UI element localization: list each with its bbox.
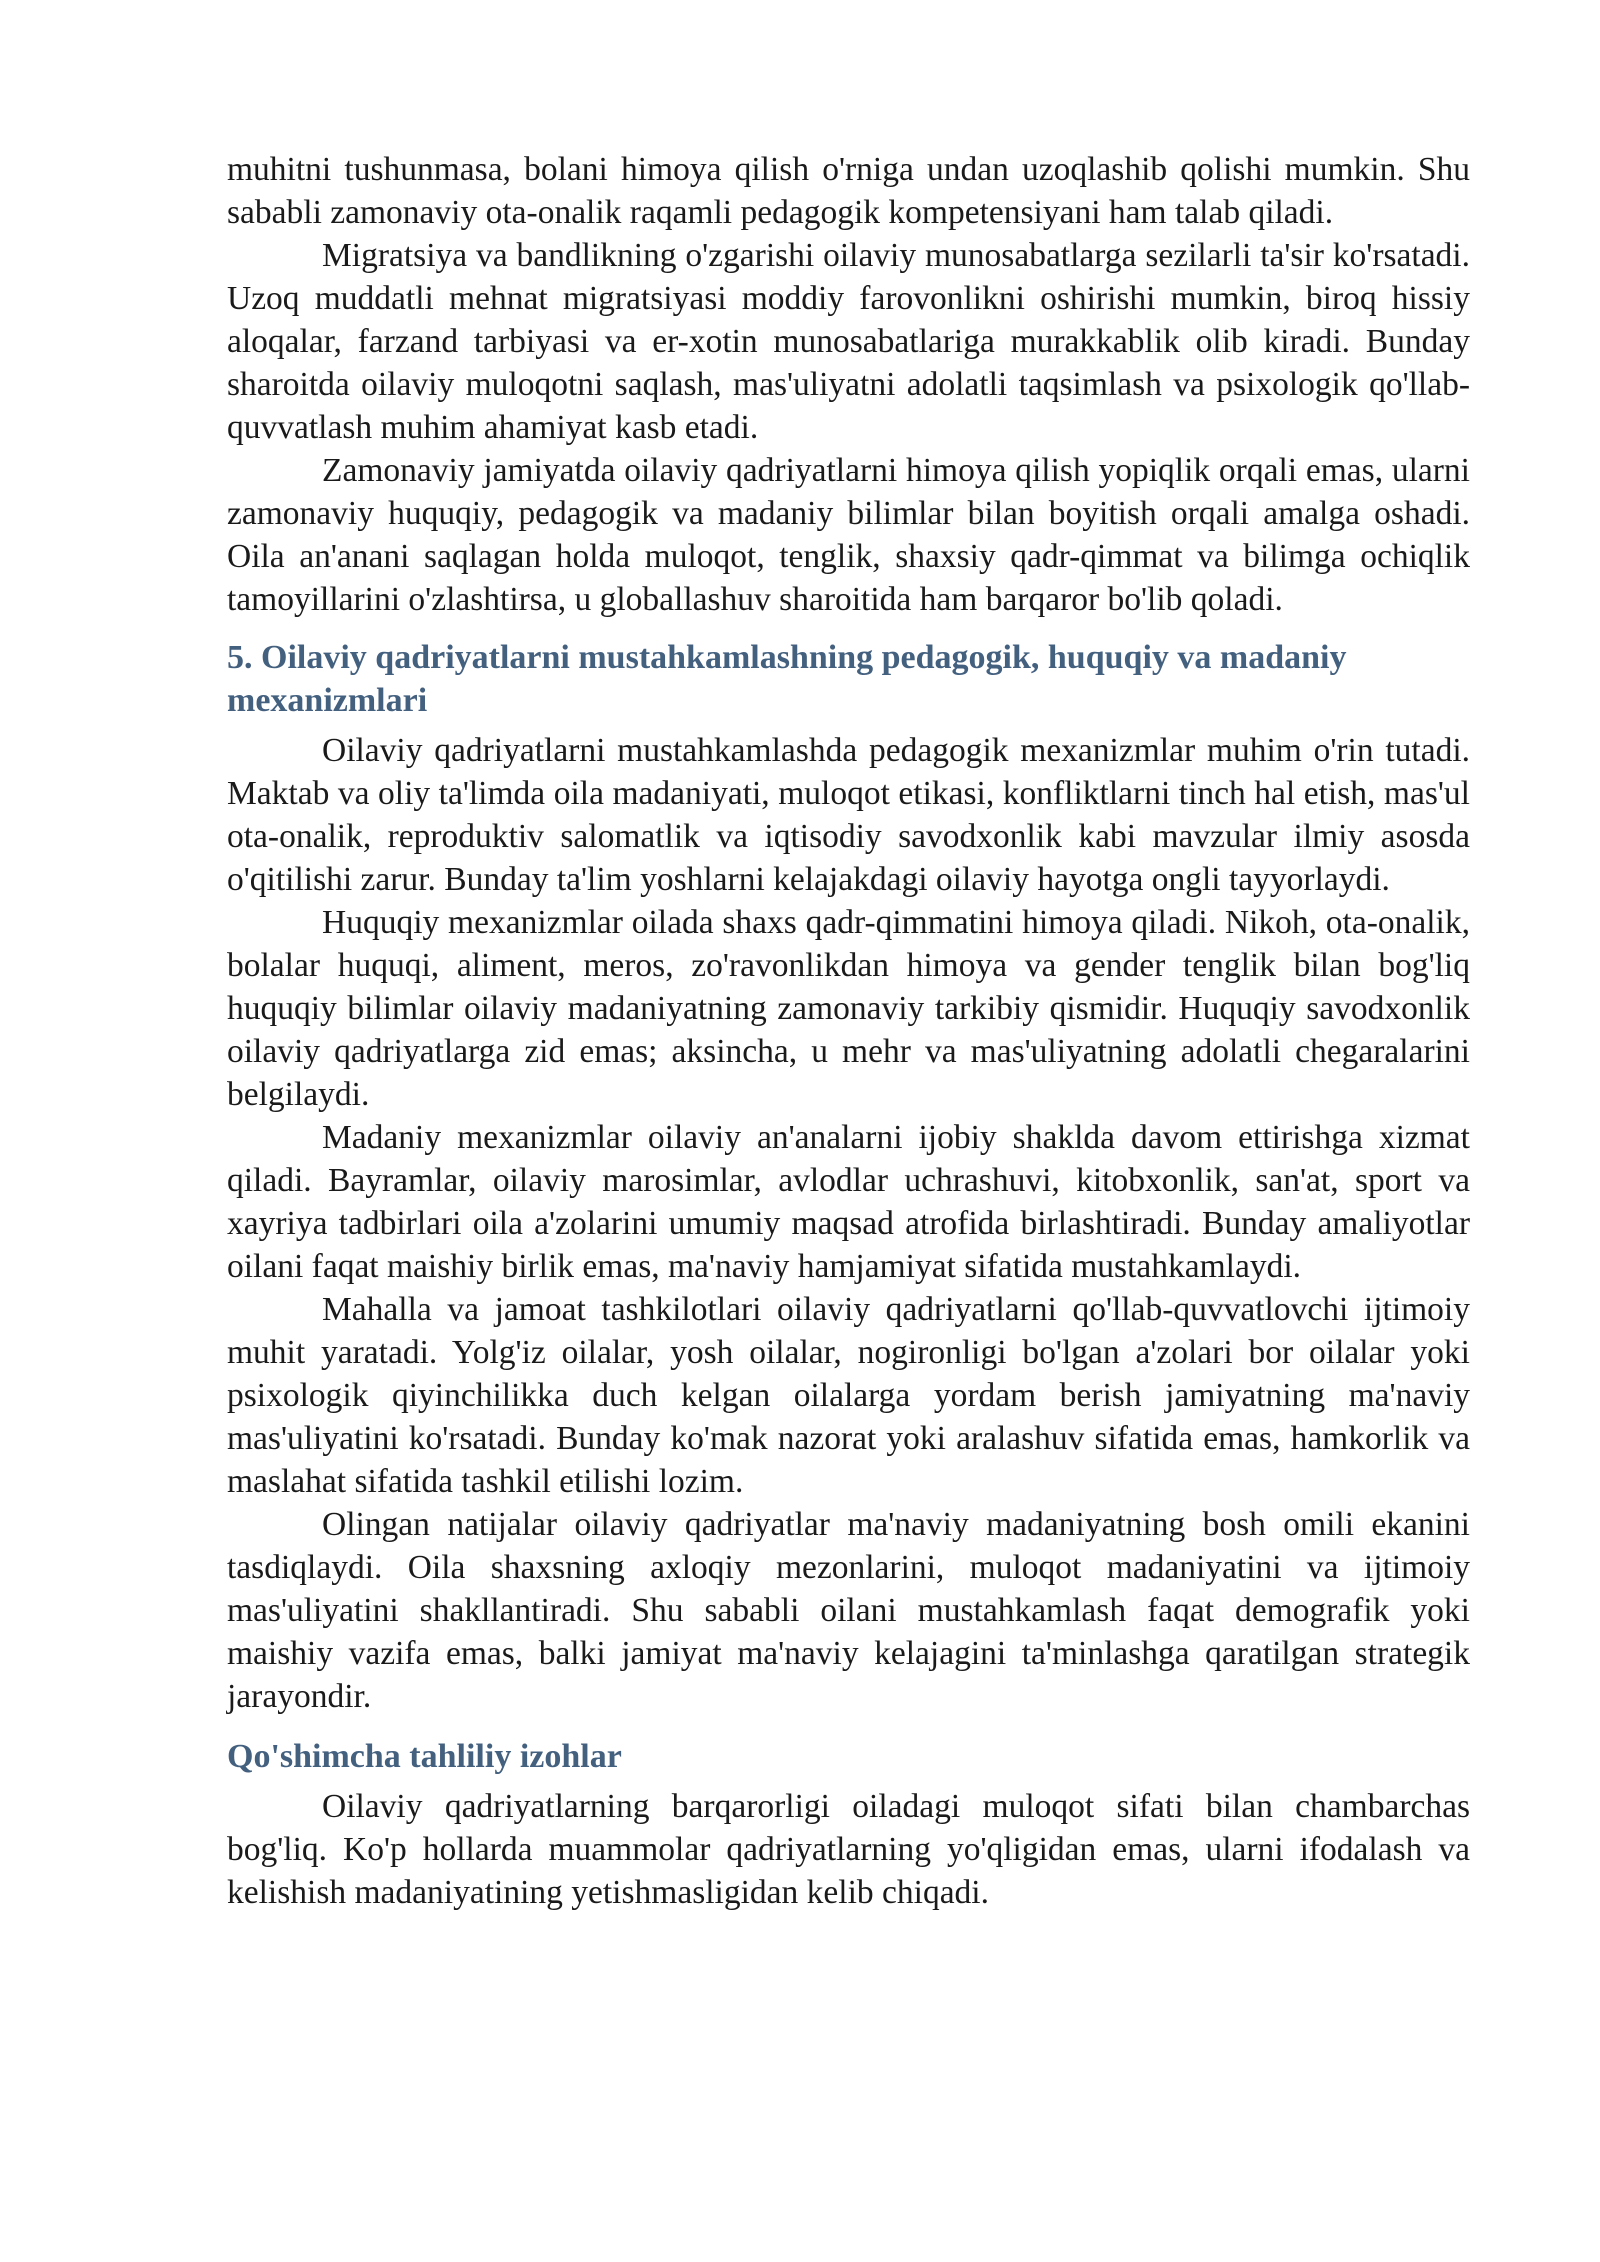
paragraph: Huquqiy mexanizmlar oilada shaxs qadr-qimmatini himoya qiladi. Nikoh, ota-onalik, bolalar huquqi, aliment, meros, zo'ravonlikdan himoya va gender tenglik bilan bog'liq huquqiy bilimlar oilaviy madaniyatning zamonaviy tarkibiy qismidir. Huquqiy savodxonlik oilaviy qadriyatlarga zid emas; aksincha, u mehr va mas'uliyatning adolatli chegaralarini belgilaydi. (227, 904, 1470, 1113)
paragraph: Zamonaviy jamiyatda oilaviy qadriyatlarni himoya qilish yopiqlik orqali emas, ularni zamonaviy huquqiy, pedagogik va madaniy bilimlar bilan boyitish orqali amalga oshadi. Oila an'anani saqlagan holda muloqot, tenglik, shaxsiy qadr-qimmat va bilimga ochiqlik tamoyillarini o'zlashtirsa, u globallashuv sharoitida ham barqaror bo'lib qoladi. (227, 452, 1470, 618)
paragraph: Madaniy mexanizmlar oilaviy an'analarni ijobiy shaklda davom ettirishga xizmat qiladi. Bayramlar, oilaviy marosimlar, avlodlar uchrashuvi, kitobxonlik, san'at, sport va xayriya tadbirlari oila a'zolarini umumiy maqsad atrofida birlashtiradi. Bunday amaliyotlar oilani faqat maishiy birlik emas, ma'naviy hamjamiyat sifatida mustahkamlaydi. (227, 1119, 1470, 1285)
paragraph: Oilaviy qadriyatlarni mustahkamlashda pedagogik mexanizmlar muhim o'rin tutadi. Maktab va oliy ta'limda oila madaniyati, muloqot etikasi, konfliktlarni tinch hal etish, mas'ul ota-onalik, reproduktiv salomatlik va iqtisodiy savodxonlik kabi mavzular ilmiy asosda o'qitilishi zarur. Bunday ta'lim yoshlarni kelajakdagi oilaviy hayotga ongli tayyorlaydi. (227, 732, 1470, 898)
paragraph: muhitni tushunmasa, bolani himoya qilish o'rniga undan uzoqlashib qolishi mumkin. Shu sababli zamonaviy ota-onalik raqamli pedagogik kompetensiyani ham talab qiladi. (227, 151, 1470, 231)
paragraph: Mahalla va jamoat tashkilotlari oilaviy qadriyatlarni qo'llab-quvvatlovchi ijtimoiy muhit yaratadi. Yolg'iz oilalar, yosh oilalar, nogironligi bo'lgan a'zolari bor oilalar yoki psixologik qiyinchilikka duch kelgan oilalarga yordam berish jamiyatning ma'naviy mas'uliyatini ko'rsatadi. Bunday ko'mak nazorat yoki aralashuv sifatida emas, hamkorlik va maslahat sifatida tashkil etilishi lozim. (227, 1291, 1470, 1500)
section-heading: Qo'shimcha tahliliy izohlar (227, 1738, 622, 1775)
document-page (227, 148, 1470, 1914)
section-heading: 5. Oilaviy qadriyatlarni mustahkamlashning pedagogik, huquqiy va madaniy mexanizmlari (227, 639, 1347, 719)
paragraph: Oilaviy qadriyatlarning barqarorligi oiladagi muloqot sifati bilan chambarchas bog'liq. Ko'p hollarda muammolar qadriyatlarning yo'qligidan emas, ularni ifodalash va kelishish madaniyatining yetishmasligidan kelib chiqadi. (227, 1788, 1470, 1911)
paragraph: Migratsiya va bandlikning o'zgarishi oilaviy munosabatlarga sezilarli ta'sir ko'rsatadi. Uzoq muddatli mehnat migratsiyasi moddiy farovonlikni oshirishi mumkin, biroq hissiy aloqalar, farzand tarbiyasi va er-xotin munosabatlariga murakkablik olib kiradi. Bunday sharoitda oilaviy muloqotni saqlash, mas'uliyatni adolatli taqsimlash va psixologik qo'llab-quvvatlash muhim ahamiyat kasb etadi. (227, 237, 1470, 446)
paragraph: Olingan natijalar oilaviy qadriyatlar ma'naviy madaniyatning bosh omili ekanini tasdiqlaydi. Oila shaxsning axloqiy mezonlarini, muloqot madaniyatini va ijtimoiy mas'uliyatini shakllantiradi. Shu sababli oilani mustahkamlash faqat demografik yoki maishiy vazifa emas, balki jamiyat ma'naviy kelajagini ta'minlashga qaratilgan strategik jarayondir. (227, 1506, 1470, 1715)
